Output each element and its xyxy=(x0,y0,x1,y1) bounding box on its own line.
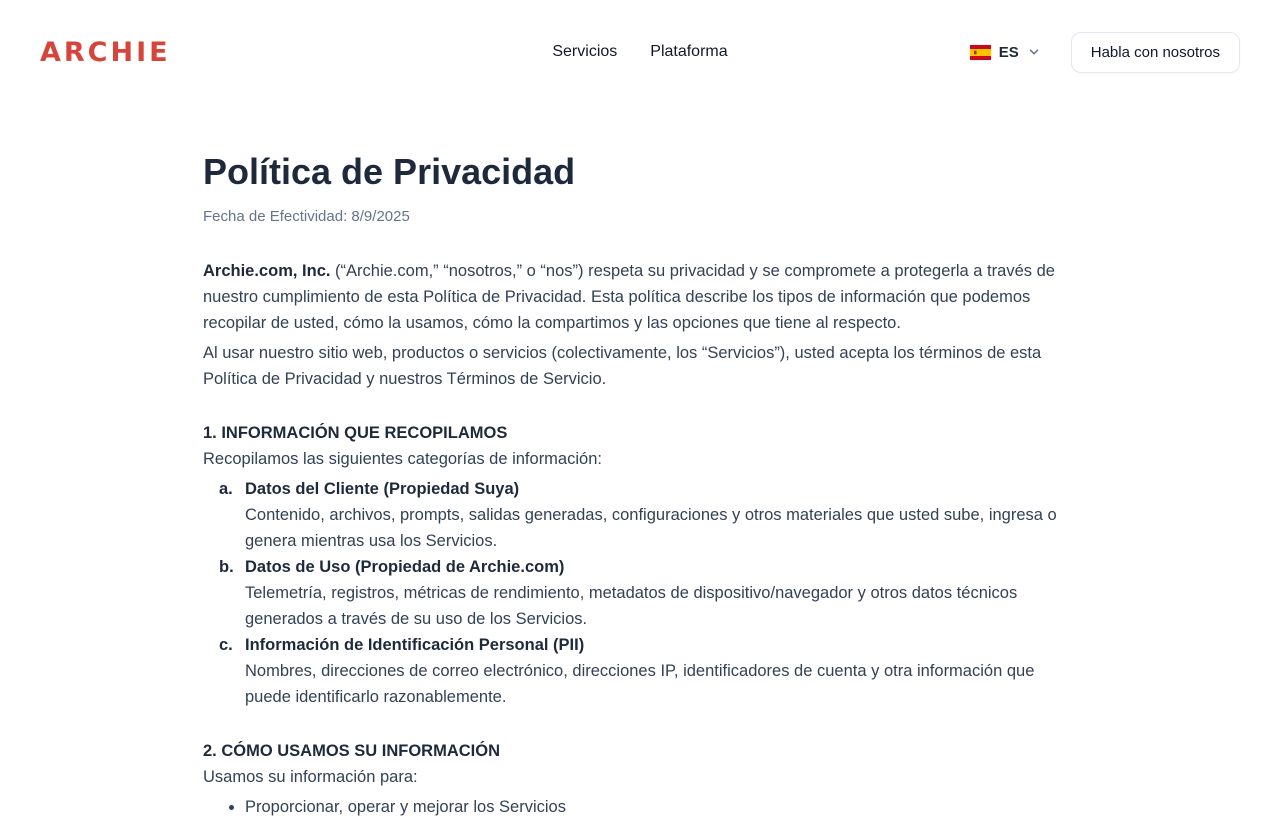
site-header xyxy=(0,0,1280,104)
usage-list xyxy=(203,794,1077,820)
spain-flag-icon xyxy=(970,45,991,60)
section-heading-2: 2. CÓMO USAMOS SU INFORMACIÓN xyxy=(203,742,501,761)
company-name: Archie.com, Inc. xyxy=(203,262,331,281)
list-item-title: Información de Identificación Personal (PII) xyxy=(245,636,585,655)
nav-item-plataforma[interactable]: Plataforma xyxy=(650,43,728,60)
section-heading-1: 1. INFORMACIÓN QUE RECOPILAMOS xyxy=(203,424,508,443)
language-code: ES xyxy=(998,43,1019,61)
list-item-text: Nombres, direcciones de correo electrónico, direcciones IP, identificadores de cuenta y otra información que puede identificarlo razonablemente. xyxy=(245,662,1035,707)
list-item: a. Datos del Cliente (Propiedad Suya) Contenido, archivos, prompts, salidas generadas, configuraciones y otros materiales que usted sube, ingresa o genera mientras usa los Servicios. xyxy=(203,476,1077,554)
list-item-title: Datos de Uso (Propiedad de Archie.com) xyxy=(245,558,565,577)
nav-item-servicios[interactable]: Servicios xyxy=(552,43,618,60)
list-item-text: Contenido, archivos, prompts, salidas generadas, configuraciones y otros materiales que usted sube, ingresa o genera mientras usa los Servicios. xyxy=(245,506,1057,551)
main-nav xyxy=(552,43,727,61)
intro-paragraph-2: Al usar nuestro sitio web, productos o servicios (colectivamente, los “Servicios”), usted acepta los términos de esta Política de Privacidad y nuestros Términos de Servicio. xyxy=(203,344,1042,389)
effective-date: Fecha de Efectividad: 8/9/2025 xyxy=(203,208,410,226)
contact-button[interactable]: Habla con nosotros xyxy=(1071,32,1240,73)
section-intro-1: Recopilamos las siguientes categorías de información: xyxy=(203,450,602,469)
privacy-policy-content xyxy=(203,150,1077,820)
policy-body xyxy=(203,258,1077,820)
list-item: b. Datos de Uso (Propiedad de Archie.com) Telemetría, registros, métricas de rendimiento, metadatos de dispositivo/navegador y otros datos técnicos generados a través de su uso de los Servicios. xyxy=(203,554,1077,632)
page-title: Política de Privacidad xyxy=(203,151,576,192)
header-actions xyxy=(970,32,1240,73)
list-item: c. Información de Identificación Personal (PII) Nombres, direcciones de correo electrónico, direcciones IP, identificadores de cuenta y otra información que puede identificarlo razonablemente. xyxy=(203,632,1077,710)
list-item-text: Telemetría, registros, métricas de rendimiento, metadatos de dispositivo/navegador y otros datos técnicos generados a través de su uso de los Servicios. xyxy=(245,584,1018,629)
language-selector[interactable] xyxy=(970,44,1041,61)
logo[interactable]: ARCHIE xyxy=(40,36,171,68)
information-categories-list xyxy=(203,476,1077,710)
section-intro-2: Usamos su información para: xyxy=(203,768,418,787)
intro-paragraph-1: Archie.com, Inc. (“Archie.com,” “nosotros,” o “nos”) respeta su privacidad y se compromete a protegerla a través de nuestro cumplimiento de esta Política de Privacidad. Esta política describe los tipos de información que podemos recopilar de usted, cómo la usamos, cómo la compartimos y las opciones que tiene al respecto. xyxy=(203,262,1055,333)
chevron-down-icon xyxy=(1027,45,1041,59)
list-item-title: Datos del Cliente (Propiedad Suya) xyxy=(245,480,520,499)
list-item: • Proporcionar, operar y mejorar los Servicios xyxy=(245,794,1077,820)
